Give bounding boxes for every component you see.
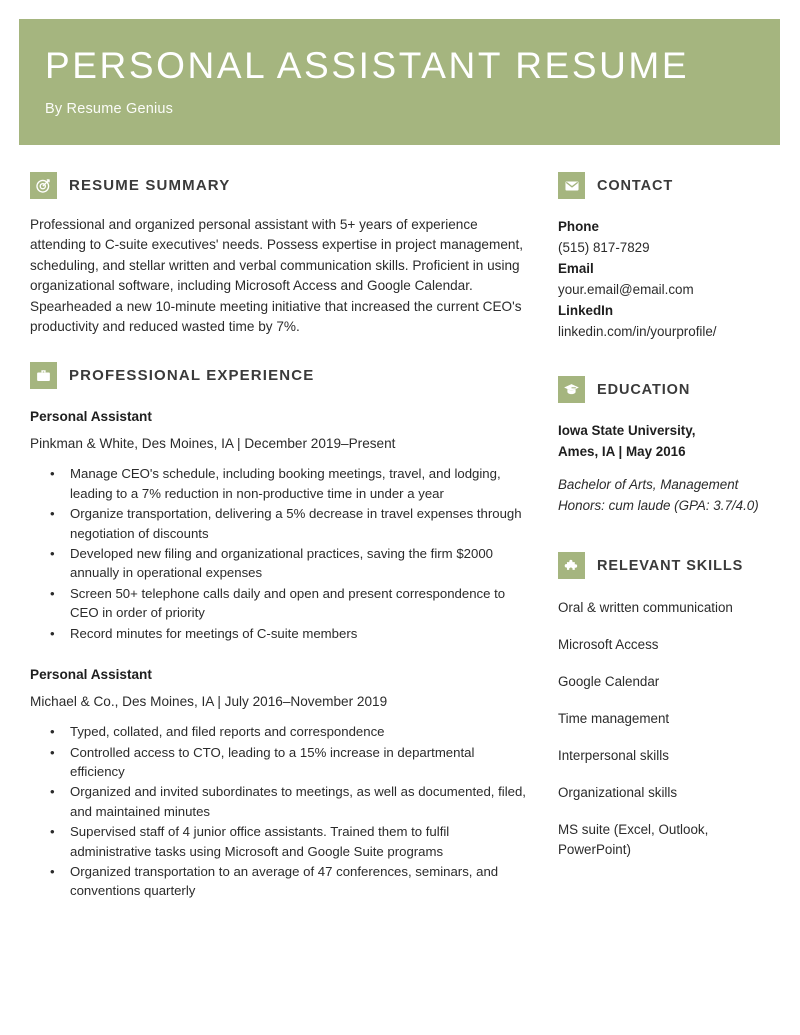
section-title: EDUCATION [597, 381, 691, 398]
skill-item: Google Calendar [558, 674, 660, 689]
list-item: • Manage CEO's schedule, including booking meetings, travel, and lodging, leading to a 7% reduction in non-productive time in under a year [70, 464, 530, 503]
skill-item: Oral & written communication [558, 600, 733, 615]
contact-value-linkedin[interactable]: linkedin.com/in/yourprofile/ [558, 324, 717, 339]
job-meta: Pinkman & White, Des Moines, IA | December 2019–Present [30, 436, 396, 452]
section-header-relevant-skills [558, 552, 783, 579]
contact-value-email[interactable]: your.email@email.com [558, 282, 694, 297]
summary-text: Professional and organized personal assistant with 5+ years of experience attending to C-suite executives' needs. Possess expertise in project management, scheduling, and stellar written and verbal communication skills. Proficient in using organizational software, including Microsoft Access and Google Calendar. Spearheaded a new 10-minute meeting initiative that increased the current CEO's productivity and reduced wasted time by 7%. [30, 217, 523, 335]
skill-item: Microsoft Access [558, 637, 659, 652]
contact-label-phone: Phone [558, 219, 599, 234]
experience-entry [30, 665, 530, 901]
list-item: • Typed, collated, and filed reports and correspondence [70, 722, 530, 741]
degree-line2: Honors: cum laude (GPA: 3.7/4.0) [558, 498, 759, 513]
list-item: • Organize transportation, delivering a 5% decrease in travel expenses through negotiation of discounts [70, 504, 530, 543]
job-meta: Michael & Co., Des Moines, IA | July 2016–November 2019 [30, 694, 388, 710]
contact-value-phone[interactable]: (515) 817-7829 [558, 240, 650, 255]
experience-entry [30, 407, 530, 643]
briefcase-icon [30, 362, 57, 389]
degree-line1: Bachelor of Arts, Management [558, 477, 739, 492]
job-bullets [30, 464, 530, 643]
section-header-resume-summary [30, 172, 530, 199]
list-item: • Supervised staff of 4 junior office assistants. Trained them to fulfil administrative tasks using Microsoft and Google Suite programs [70, 822, 530, 861]
list-item: • Record minutes for meetings of C-suite members [70, 624, 530, 643]
school-name-line2: Ames, IA | May 2016 [558, 444, 686, 459]
skill-item: MS suite (Excel, Outlook, PowerPoint) [558, 822, 709, 857]
job-title: Personal Assistant [30, 409, 152, 425]
sidebar-column [558, 172, 783, 860]
school-name-line1: Iowa State University, [558, 423, 696, 438]
contact-label-email: Email [558, 261, 594, 276]
section-header-education [558, 376, 783, 403]
resume-banner [19, 19, 780, 145]
section-title: RELEVANT SKILLS [597, 557, 744, 574]
list-item: • Screen 50+ telephone calls daily and open and present correspondence to CEO in order of priority [70, 584, 530, 623]
job-title: Personal Assistant [30, 667, 152, 683]
list-item: • Controlled access to CTO, leading to a 15% increase in departmental efficiency [70, 743, 530, 782]
page-title: PERSONAL ASSISTANT RESUME [45, 45, 690, 86]
contact-label-linkedin: LinkedIn [558, 303, 614, 318]
target-icon [30, 172, 57, 199]
section-title: PROFESSIONAL EXPERIENCE [69, 367, 315, 385]
list-item: • Organized and invited subordinates to meetings, as well as documented, filed, and maintained minutes [70, 782, 530, 821]
envelope-icon [558, 172, 585, 199]
contact-list [558, 216, 783, 342]
list-item: • Organized transportation to an average of 47 conferences, seminars, and conventions quarterly [70, 862, 530, 901]
puzzle-piece-icon [558, 552, 585, 579]
section-title: CONTACT [597, 177, 674, 194]
skill-item: Interpersonal skills [558, 748, 669, 763]
list-item: • Developed new filing and organizational practices, saving the firm $2000 annually in operational expenses [70, 544, 530, 583]
skills-list [558, 598, 783, 860]
education-entry [558, 420, 783, 516]
skill-item: Organizational skills [558, 785, 678, 800]
job-bullets [30, 722, 530, 901]
skill-item: Time management [558, 711, 670, 726]
main-column [30, 172, 530, 902]
byline: By Resume Genius [45, 101, 174, 117]
section-title: RESUME SUMMARY [69, 177, 231, 194]
section-header-contact [558, 172, 783, 199]
graduation-cap-icon [558, 376, 585, 403]
section-header-professional-experience [30, 362, 530, 389]
